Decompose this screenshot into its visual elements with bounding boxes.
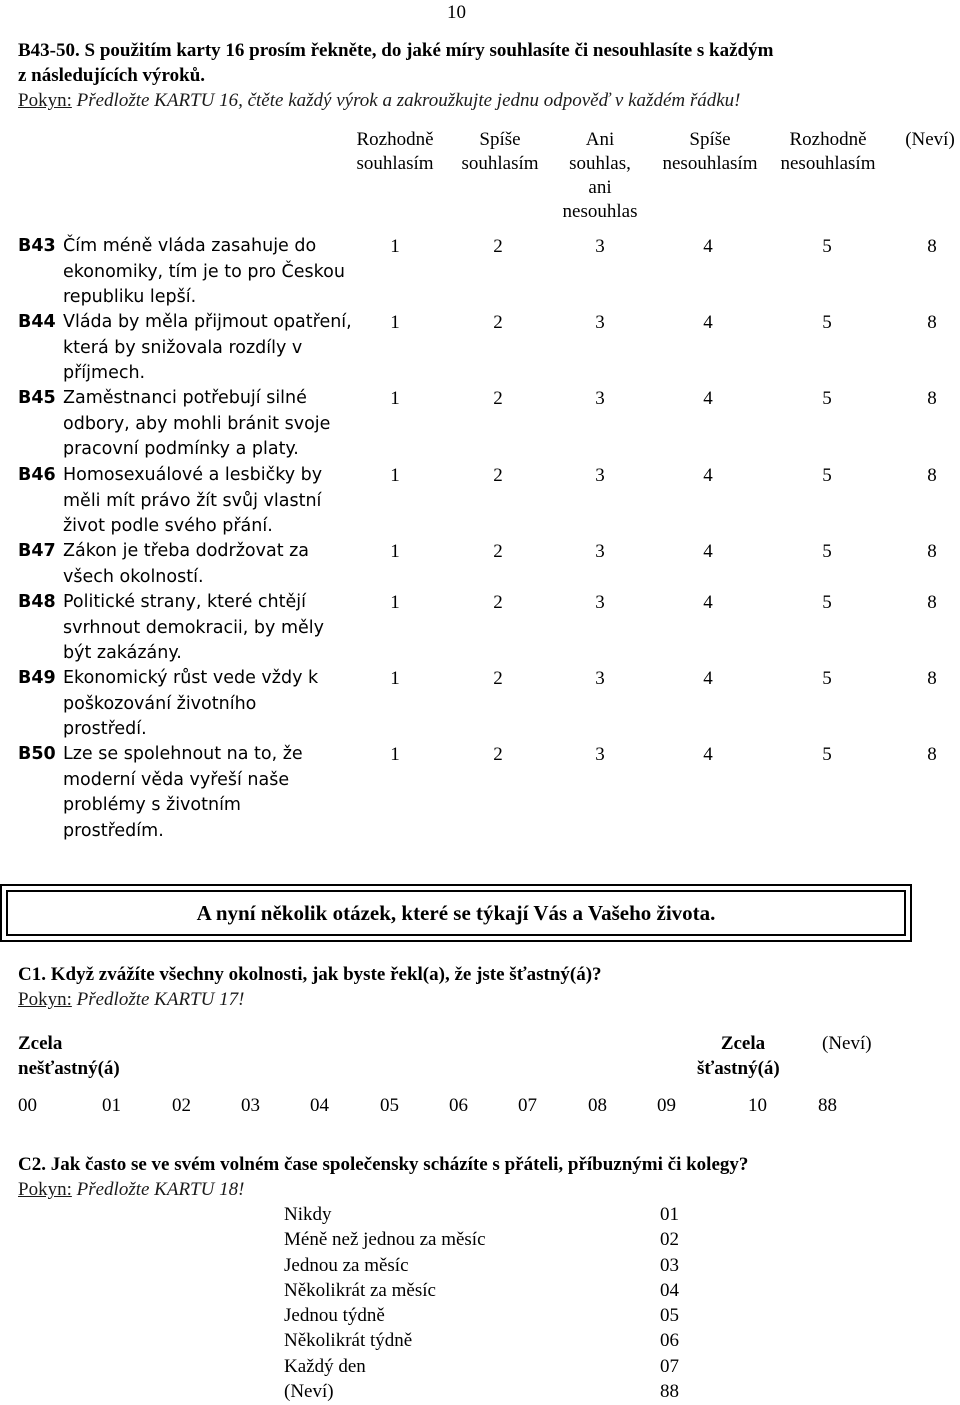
intro-instruction: [18, 88, 953, 113]
column-header-dont-know: [898, 128, 960, 152]
page-number: 10: [447, 2, 466, 23]
answer-code[interactable]: 1: [390, 388, 400, 409]
question-text: Lze se spolehnout na to, že moderní věda vyřeší naše problémy s životním prostředím.: [63, 744, 303, 841]
column-header-line: Spíše: [479, 129, 521, 150]
answer-code[interactable]: 1: [390, 592, 400, 613]
column-header-line: souhlasím: [461, 153, 539, 174]
answer-code[interactable]: 8: [927, 312, 937, 333]
answer-code[interactable]: 1: [390, 465, 400, 486]
c2-question: [18, 1152, 748, 1177]
instruction-label: Pokyn:: [18, 1179, 72, 1200]
answer-code[interactable]: 4: [703, 388, 713, 409]
c2-code: C2.: [18, 1154, 46, 1175]
intro-heading-line1: B43-50. S použitím karty 16 prosím řekněte, do jaké míry souhlasíte či nesouhlasíte s každým: [18, 40, 774, 61]
c1-question-text: Když zvážíte všechny okolnosti, jak byste řekl(a), že jste šťastný(á)?: [45, 964, 602, 985]
answer-code[interactable]: 3: [595, 388, 605, 409]
column-header-strongly-agree: [340, 128, 450, 176]
answer-code[interactable]: 2: [493, 541, 503, 562]
answer-code[interactable]: 5: [822, 465, 832, 486]
c1-right-anchor: [697, 1031, 789, 1081]
c1-code: C1.: [18, 964, 46, 985]
question-code: B50: [18, 744, 56, 764]
question-text: Vláda by měla přijmout opatření, která by snižovala rozdíly v příjmech.: [63, 312, 352, 383]
scale-value[interactable]: 05: [380, 1095, 399, 1116]
option-code[interactable]: 07: [660, 1356, 679, 1377]
question-code: B44: [18, 312, 56, 332]
answer-code[interactable]: 3: [595, 312, 605, 333]
answer-code[interactable]: 5: [822, 236, 832, 257]
option-label: Jednou týdně: [284, 1305, 385, 1326]
c1-dont-know-label: (Neví): [822, 1033, 872, 1054]
answer-code[interactable]: 3: [595, 668, 605, 689]
column-header-neither: [545, 128, 655, 224]
answer-code[interactable]: 2: [493, 465, 503, 486]
question-code: B49: [18, 668, 56, 688]
instruction-label: Pokyn:: [18, 989, 72, 1010]
answer-code[interactable]: 5: [822, 744, 832, 765]
option-code[interactable]: 04: [660, 1280, 679, 1301]
answer-code[interactable]: 8: [927, 592, 937, 613]
column-header-line: souhlasím: [356, 153, 434, 174]
c1-left-anchor: [18, 1031, 120, 1081]
anchor-line: Zcela: [720, 1033, 766, 1054]
answer-code[interactable]: 3: [595, 465, 605, 486]
option-label: Nikdy: [284, 1204, 332, 1225]
answer-code[interactable]: 5: [822, 388, 832, 409]
answer-code[interactable]: 1: [390, 744, 400, 765]
column-header-line: nesouhlasím: [662, 153, 758, 174]
question-text: Zaměstnanci potřebují silné odbory, aby mohli bránit svoje pracovní podmínky a platy.: [63, 388, 331, 459]
scale-value[interactable]: 03: [241, 1095, 260, 1116]
option-code[interactable]: 06: [660, 1330, 679, 1351]
scale-value[interactable]: 88: [818, 1095, 837, 1116]
scale-value[interactable]: 09: [657, 1095, 676, 1116]
scale-value[interactable]: 07: [518, 1095, 537, 1116]
scale-value[interactable]: 10: [748, 1095, 767, 1116]
answer-code[interactable]: 2: [493, 592, 503, 613]
section-banner: [0, 884, 912, 942]
column-header-disagree: [650, 128, 770, 176]
answer-code[interactable]: 8: [927, 541, 937, 562]
anchor-line: Zcela: [18, 1033, 63, 1054]
intro-heading-line2: z následujících výroků.: [18, 65, 206, 86]
anchor-line: šťastný(á): [697, 1058, 780, 1079]
c2-question-text: Jak často se ve svém volném čase společensky scházíte s přáteli, příbuznými či kolegy?: [45, 1154, 749, 1175]
section-banner-text: A nyní několik otázek, které se týkají Vás a Vašeho života.: [6, 890, 906, 936]
answer-code[interactable]: 4: [703, 744, 713, 765]
option-code[interactable]: 05: [660, 1305, 679, 1326]
option-label: Méně než jednou za měsíc: [284, 1229, 486, 1250]
anchor-line: nešťastný(á): [18, 1058, 120, 1079]
answer-code[interactable]: 2: [493, 312, 503, 333]
option-label: Několikrát týdně: [284, 1330, 413, 1351]
answer-code[interactable]: 1: [390, 541, 400, 562]
question-text: Zákon je třeba dodržovat za všech okolností.: [63, 541, 310, 587]
question-code: B43: [18, 236, 56, 256]
option-code[interactable]: 01: [660, 1204, 679, 1225]
answer-code[interactable]: 3: [595, 541, 605, 562]
question-text: Homosexuálové a lesbičky by měli mít právo žít svůj vlastní život podle svého přání.: [63, 465, 323, 536]
answer-code[interactable]: 4: [703, 465, 713, 486]
option-label: Každý den: [284, 1356, 366, 1377]
answer-code[interactable]: 1: [390, 668, 400, 689]
column-header-line: nesouhlas: [562, 201, 638, 222]
question-text: Politické strany, které chtějí svrhnout demokracii, by měly být zakázány.: [63, 592, 324, 663]
answer-code[interactable]: 2: [493, 668, 503, 689]
answer-code[interactable]: 2: [493, 744, 503, 765]
question-code: B45: [18, 388, 56, 408]
scale-value[interactable]: 08: [588, 1095, 607, 1116]
column-header-agree: [445, 128, 555, 176]
answer-code[interactable]: 4: [703, 236, 713, 257]
question-text: Čím méně vláda zasahuje do ekonomiky, tím je to pro Českou republiku lepší.: [63, 236, 345, 307]
column-header-line: nesouhlasím: [780, 153, 876, 174]
question-code: B46: [18, 465, 56, 485]
answer-code[interactable]: 2: [493, 236, 503, 257]
question-code: B48: [18, 592, 56, 612]
scale-value[interactable]: 06: [449, 1095, 468, 1116]
answer-code[interactable]: 8: [927, 236, 937, 257]
answer-code[interactable]: 2: [493, 388, 503, 409]
section-intro: [18, 38, 953, 113]
option-code[interactable]: 02: [660, 1229, 679, 1250]
scale-value[interactable]: 00: [18, 1095, 37, 1116]
c2-instruction: [18, 1177, 244, 1202]
answer-code[interactable]: 4: [703, 668, 713, 689]
answer-code[interactable]: 4: [703, 541, 713, 562]
scale-value[interactable]: 02: [172, 1095, 191, 1116]
instruction-text: Předložte KARTU 18!: [71, 1179, 245, 1200]
instruction-text: Předložte KARTU 17!: [71, 989, 245, 1010]
scale-value[interactable]: 04: [310, 1095, 329, 1116]
answer-code[interactable]: 4: [703, 312, 713, 333]
answer-code[interactable]: 5: [822, 668, 832, 689]
answer-code[interactable]: 1: [390, 312, 400, 333]
scale-value[interactable]: 01: [102, 1095, 121, 1116]
answer-code[interactable]: 4: [703, 592, 713, 613]
answer-code[interactable]: 8: [927, 465, 937, 486]
column-header-line: ani: [588, 177, 612, 198]
option-label: Několikrát za měsíc: [284, 1280, 436, 1301]
column-header-line: souhlas,: [569, 153, 631, 174]
answer-code[interactable]: 5: [822, 592, 832, 613]
column-header-line: Spíše: [689, 129, 731, 150]
question-text: Ekonomický růst vede vždy k poškozování životního prostředí.: [63, 668, 319, 739]
answer-code[interactable]: 8: [927, 744, 937, 765]
instruction-label: Pokyn:: [18, 90, 72, 111]
column-header-line: (Neví): [905, 129, 955, 150]
answer-code[interactable]: 8: [927, 668, 937, 689]
answer-code[interactable]: 8: [927, 388, 937, 409]
question-code: B47: [18, 541, 56, 561]
answer-code[interactable]: 3: [595, 592, 605, 613]
option-code[interactable]: 88: [660, 1381, 679, 1402]
column-header-line: Ani: [585, 129, 615, 150]
option-label: (Neví): [284, 1381, 334, 1402]
answer-code[interactable]: 5: [822, 312, 832, 333]
answer-code[interactable]: 3: [595, 744, 605, 765]
c1-instruction: [18, 987, 244, 1012]
answer-code[interactable]: 5: [822, 541, 832, 562]
answer-code[interactable]: 1: [390, 236, 400, 257]
instruction-text: Předložte KARTU 16, čtěte každý výrok a zakroužkujte jednu odpověď v každém řádku!: [71, 90, 741, 111]
option-code[interactable]: 03: [660, 1255, 679, 1276]
answer-code[interactable]: 3: [595, 236, 605, 257]
c1-question: [18, 962, 602, 987]
column-header-strongly-disagree: [768, 128, 888, 176]
option-label: Jednou za měsíc: [284, 1255, 409, 1276]
column-header-line: Rozhodně: [356, 129, 434, 150]
column-header-line: Rozhodně: [789, 129, 867, 150]
